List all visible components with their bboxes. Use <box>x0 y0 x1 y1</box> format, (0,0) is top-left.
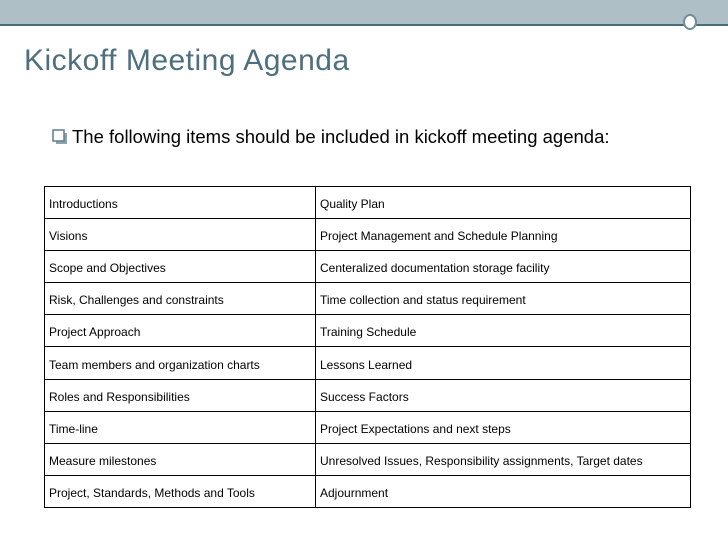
slide-title: Kickoff Meeting Agenda <box>24 44 350 77</box>
table-cell: Adjournment <box>316 475 691 507</box>
table-cell: Time-line <box>45 411 316 443</box>
table-cell: Introductions <box>45 187 316 219</box>
table-row <box>45 475 691 507</box>
table-cell: Unresolved Issues, Responsibility assignments, Target dates <box>316 443 691 475</box>
table-cell: Lessons Learned <box>316 347 691 379</box>
table-cell: Risk, Challenges and constraints <box>45 283 316 315</box>
table-cell: Project Approach <box>45 315 316 347</box>
table-cell: Quality Plan <box>316 187 691 219</box>
agenda-table <box>44 186 691 508</box>
table-row <box>45 187 691 219</box>
table-row <box>45 251 691 283</box>
circle-tab-icon <box>683 14 697 30</box>
table-cell: Success Factors <box>316 379 691 411</box>
table-cell: Visions <box>45 219 316 251</box>
table-row <box>45 219 691 251</box>
bullet-text: The following items should be included in kickoff meeting agenda: <box>72 126 610 147</box>
table-row <box>45 315 691 347</box>
table-cell: Project Management and Schedule Planning <box>316 219 691 251</box>
table-cell: Scope and Objectives <box>45 251 316 283</box>
table-row <box>45 379 691 411</box>
table-row <box>45 283 691 315</box>
table-cell: Centeralized documentation storage facility <box>316 251 691 283</box>
table-cell: Team members and organization charts <box>45 347 316 379</box>
table-cell: Measure milestones <box>45 443 316 475</box>
table-cell: Project Expectations and next steps <box>316 411 691 443</box>
table-row <box>45 411 691 443</box>
bullet-item <box>52 124 672 150</box>
table-cell: Project, Standards, Methods and Tools <box>45 475 316 507</box>
header-rule <box>0 24 728 26</box>
table-row <box>45 443 691 475</box>
checkbox-bullet-icon <box>52 129 68 145</box>
table-row <box>45 347 691 379</box>
table-cell: Roles and Responsibilities <box>45 379 316 411</box>
table-cell: Training Schedule <box>316 315 691 347</box>
table-cell: Time collection and status requirement <box>316 283 691 315</box>
header-band <box>0 0 728 24</box>
